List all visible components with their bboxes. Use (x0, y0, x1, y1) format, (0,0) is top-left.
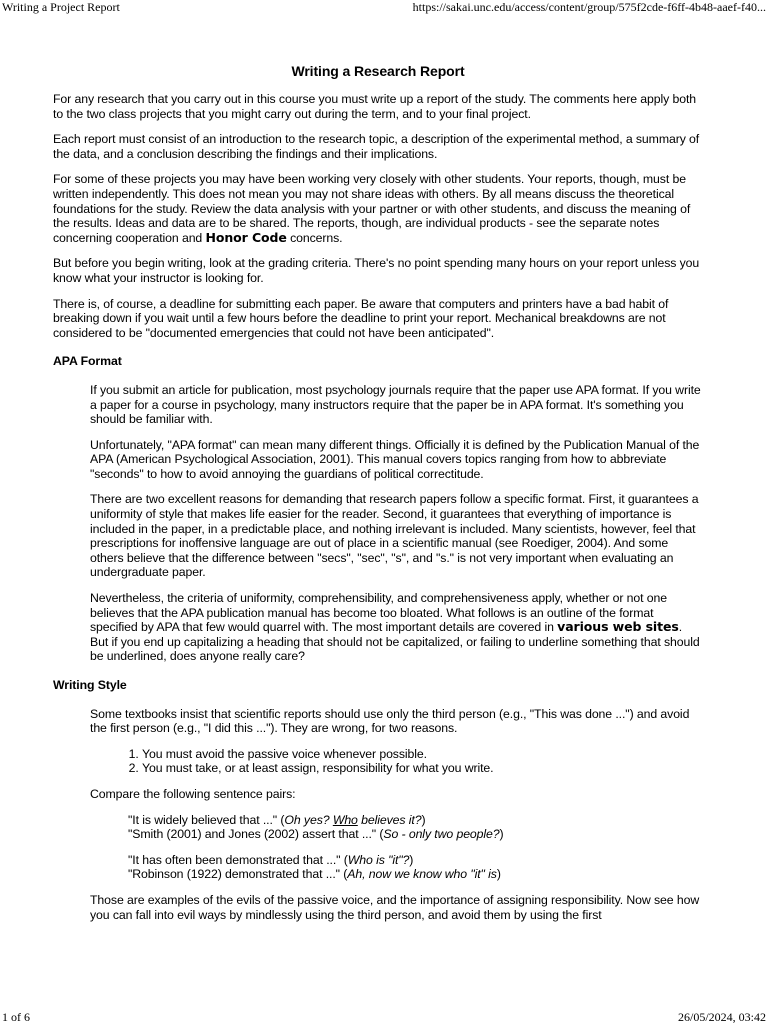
various-web-sites-link[interactable]: various web sites (557, 619, 679, 635)
apa-paragraph: There are two excellent reasons for demanding that research papers follow a specific format. First, it guarantees a uniformity of style that makes life easier for the reader. Second, it guarantees that everything of importance is included in the paper, in a predictable place, and nothing irrelevant is included. Many scientists, however, feel that prescriptions for inoffensive language are out of place in a scientific manual (see Roediger, 2004). And some others believe that the difference between "secs", "sec", "s", and "s." is not very important when evaluating an undergraduate paper. (90, 492, 699, 580)
compare-intro: Compare the following sentence pairs: (90, 786, 296, 801)
independence-paragraph: For some of these projects you may have been working very closely with other students. Your reports, though, must be written independently. This does not mean you may not share ideas with others. By all means discuss the theoretical foundations for the study. Review the data analysis with your partner or with other students, and discuss the meaning of the results. Ideas and data are to be shared. The reports, though, are individual products - see the separate notes concerning cooperation and Honor Code concerns. (53, 172, 691, 245)
intro-paragraph: For any research that you carry out in this course you must write up a report of the study. The comments here apply both to the two class projects that you might carry out during the term, and to your final project. (53, 92, 697, 121)
apa-section (90, 383, 703, 664)
sentence-line: "Robinson (1922) demonstrated that ..." (Ah, now we know who "it" is) (128, 867, 501, 882)
honor-code-link[interactable]: Honor Code (205, 229, 287, 245)
apa-paragraph: If you submit an article for publication, most psychology journals require that the paper use APA format. If you write a paper for a course in psychology, many instructors require that the paper be in APA format. It's something you should be familiar with. (90, 382, 701, 427)
print-header-title: Writing a Project Report (2, 0, 120, 14)
sentence-line: "It has often been demonstrated that ..." (Who is "it"?) (128, 852, 414, 867)
sentence-line: "Smith (2001) and Jones (2002) assert that ..." (So - only two people?) (128, 827, 504, 842)
writing-style-heading: Writing Style (53, 678, 127, 692)
reasons-list (53, 747, 703, 776)
document-body (53, 56, 703, 933)
apa-paragraph: Unfortunately, "APA format" can mean many different things. Officially it is defined by the Publication Manual of the APA (American Psychological Association, 2001). This manual covers topics ranging from how to abbreviate "seconds" to how to avoid annoying the guardians of political correctitude. (90, 437, 700, 481)
sentence-line: "It is widely believed that ..." (Oh yes? Who believes it?) (128, 812, 426, 827)
print-footer-datetime: 26/05/2024, 03:42 (677, 1010, 766, 1024)
print-header-url: https://sakai.unc.edu/access/content/group/575f2cde-f6ff-4b48-aaef-f40... (412, 0, 766, 14)
writing-style-section (90, 707, 703, 736)
page-title: Writing a Research Report (291, 63, 465, 79)
sentence-pair (128, 813, 703, 842)
grading-paragraph: But before you begin writing, look at the grading criteria. There's no point spending many hours on your report unless you know what your instructor is looking for. (53, 256, 700, 285)
writing-style-paragraph: Some textbooks insist that scientific reports should use only the third person (e.g., "This was done ...") and avoid the first person (e.g., "I did this ..."). They are wrong, for two reasons. (90, 706, 690, 736)
report-structure-paragraph: Each report must consist of an introduction to the research topic, a description of the experimental method, a summary of the data, and a conclusion describing the findings and their implications. (53, 132, 700, 161)
list-item: 2. You must take, or at least assign, responsibility for what you write. (142, 761, 703, 776)
deadline-paragraph: There is, of course, a deadline for submitting each paper. Be aware that computers and printers have a bad habit of breaking down if you wait until a few hours before the deadline to print your report. Mechanical breakdowns are not considered to be "documented emergencies that could not have been anticipated". (53, 296, 669, 340)
passive-voice-paragraph: Those are examples of the evils of the passive voice, and the importance of assigning responsibility. Now see how you can fall into evil ways by mindlessly using the third person, and avoid them by using the first (90, 892, 700, 922)
apa-paragraph: Nevertheless, the criteria of uniformity, comprehensibility, and comprehensiveness apply, whether or not one believes that the APA publication manual has become too bloated. What follows is an outline of the format specified by APA that few would quarrel with. The most important details are covered in various web sites. But if you end up capitalizing a heading that should not be capitalized, or failing to underline something that should be underlined, does anyone really care? (90, 591, 700, 664)
sentence-pair (128, 853, 703, 882)
print-footer-page: 1 of 6 (2, 1010, 30, 1024)
list-item: 1. You must avoid the passive voice whenever possible. (142, 747, 703, 762)
apa-format-heading: APA Format (53, 354, 122, 369)
